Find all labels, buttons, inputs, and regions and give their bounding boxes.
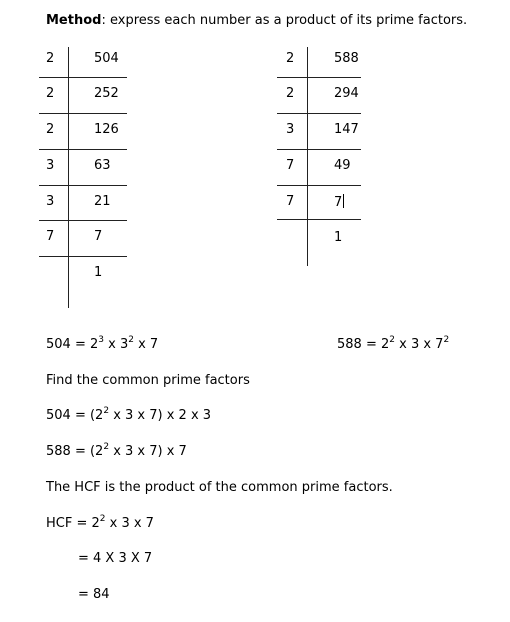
tree-divisor: 3	[46, 158, 55, 173]
tree-row-rule	[277, 185, 361, 186]
exponent: 2	[389, 334, 395, 345]
tree-value: 7	[334, 195, 343, 210]
tree-value: 1	[94, 265, 103, 280]
tree-value: 126	[94, 122, 119, 137]
factorization-504	[46, 334, 159, 352]
exponent: 2	[103, 405, 110, 416]
text-cursor	[343, 194, 344, 208]
expr-part: x 3 x 7	[394, 337, 444, 352]
tree-row-rule	[277, 149, 361, 150]
expr-part: 588 = 2	[337, 337, 390, 352]
tree-value: 252	[94, 86, 119, 101]
tree-value: 63	[94, 158, 111, 173]
tree-row-rule	[39, 220, 127, 221]
tree-row-rule	[39, 256, 127, 257]
tree-divisor: 2	[286, 51, 295, 66]
common-factors-504	[46, 405, 212, 423]
method-text: : express each number as a product of its prime factors.	[101, 13, 468, 28]
expr-part: 504 = 2	[46, 337, 99, 352]
tree-divisor: 7	[286, 194, 295, 209]
expr-part: 504 = (2	[46, 408, 104, 423]
method-label: Method	[46, 13, 102, 28]
tree-vertical-rule	[68, 47, 69, 308]
tree-divisor: 3	[286, 122, 295, 137]
tree-value: 147	[334, 122, 359, 137]
expr-part: HCF = 2	[46, 516, 100, 531]
hcf-line-2: = 4 X 3 X 7	[78, 551, 153, 566]
tree-row-rule	[277, 219, 361, 220]
tree-row-rule	[277, 113, 361, 114]
exponent: 3	[98, 334, 104, 345]
hcf-line-3: = 84	[78, 587, 110, 602]
hcf-line-1	[46, 513, 154, 531]
factorization-588	[337, 334, 450, 352]
common-factors-588	[46, 441, 187, 459]
tree-row-rule	[39, 77, 127, 78]
exponent: 2	[99, 513, 106, 524]
exponent: 2	[103, 441, 110, 452]
hcf-statement: The HCF is the product of the common prime factors.	[46, 480, 393, 495]
tree-value: 294	[334, 86, 359, 101]
tree-divisor: 2	[46, 86, 55, 101]
tree-divisor: 2	[46, 51, 55, 66]
expr-part: 588 = (2	[46, 444, 104, 459]
tree-row-rule	[39, 113, 127, 114]
tree-value-with-cursor[interactable]	[334, 194, 344, 210]
tree-divisor: 7	[286, 158, 295, 173]
tree-divisor: 7	[46, 229, 55, 244]
tree-row-rule	[39, 185, 127, 186]
find-common-heading: Find the common prime factors	[46, 373, 250, 388]
expr-part: x 7	[133, 337, 159, 352]
exponent: 2	[128, 334, 134, 345]
expr-part: x 3 x 7) x 7	[109, 444, 187, 459]
tree-value: 1	[334, 230, 343, 245]
method-line	[46, 13, 467, 28]
expr-part: x 3 x 7) x 2 x 3	[109, 408, 212, 423]
expr-part: x 3 x 7	[105, 516, 154, 531]
tree-vertical-rule	[307, 47, 308, 266]
tree-divisor: 2	[286, 86, 295, 101]
tree-row-rule	[277, 77, 361, 78]
tree-value: 588	[334, 51, 359, 66]
tree-value: 49	[334, 158, 351, 173]
tree-divisor: 3	[46, 194, 55, 209]
expr-part: x 3	[103, 337, 129, 352]
tree-value: 504	[94, 51, 119, 66]
exponent: 2	[443, 334, 450, 345]
tree-value: 7	[94, 229, 103, 244]
tree-divisor: 2	[46, 122, 55, 137]
tree-value: 21	[94, 194, 111, 209]
tree-row-rule	[39, 149, 127, 150]
